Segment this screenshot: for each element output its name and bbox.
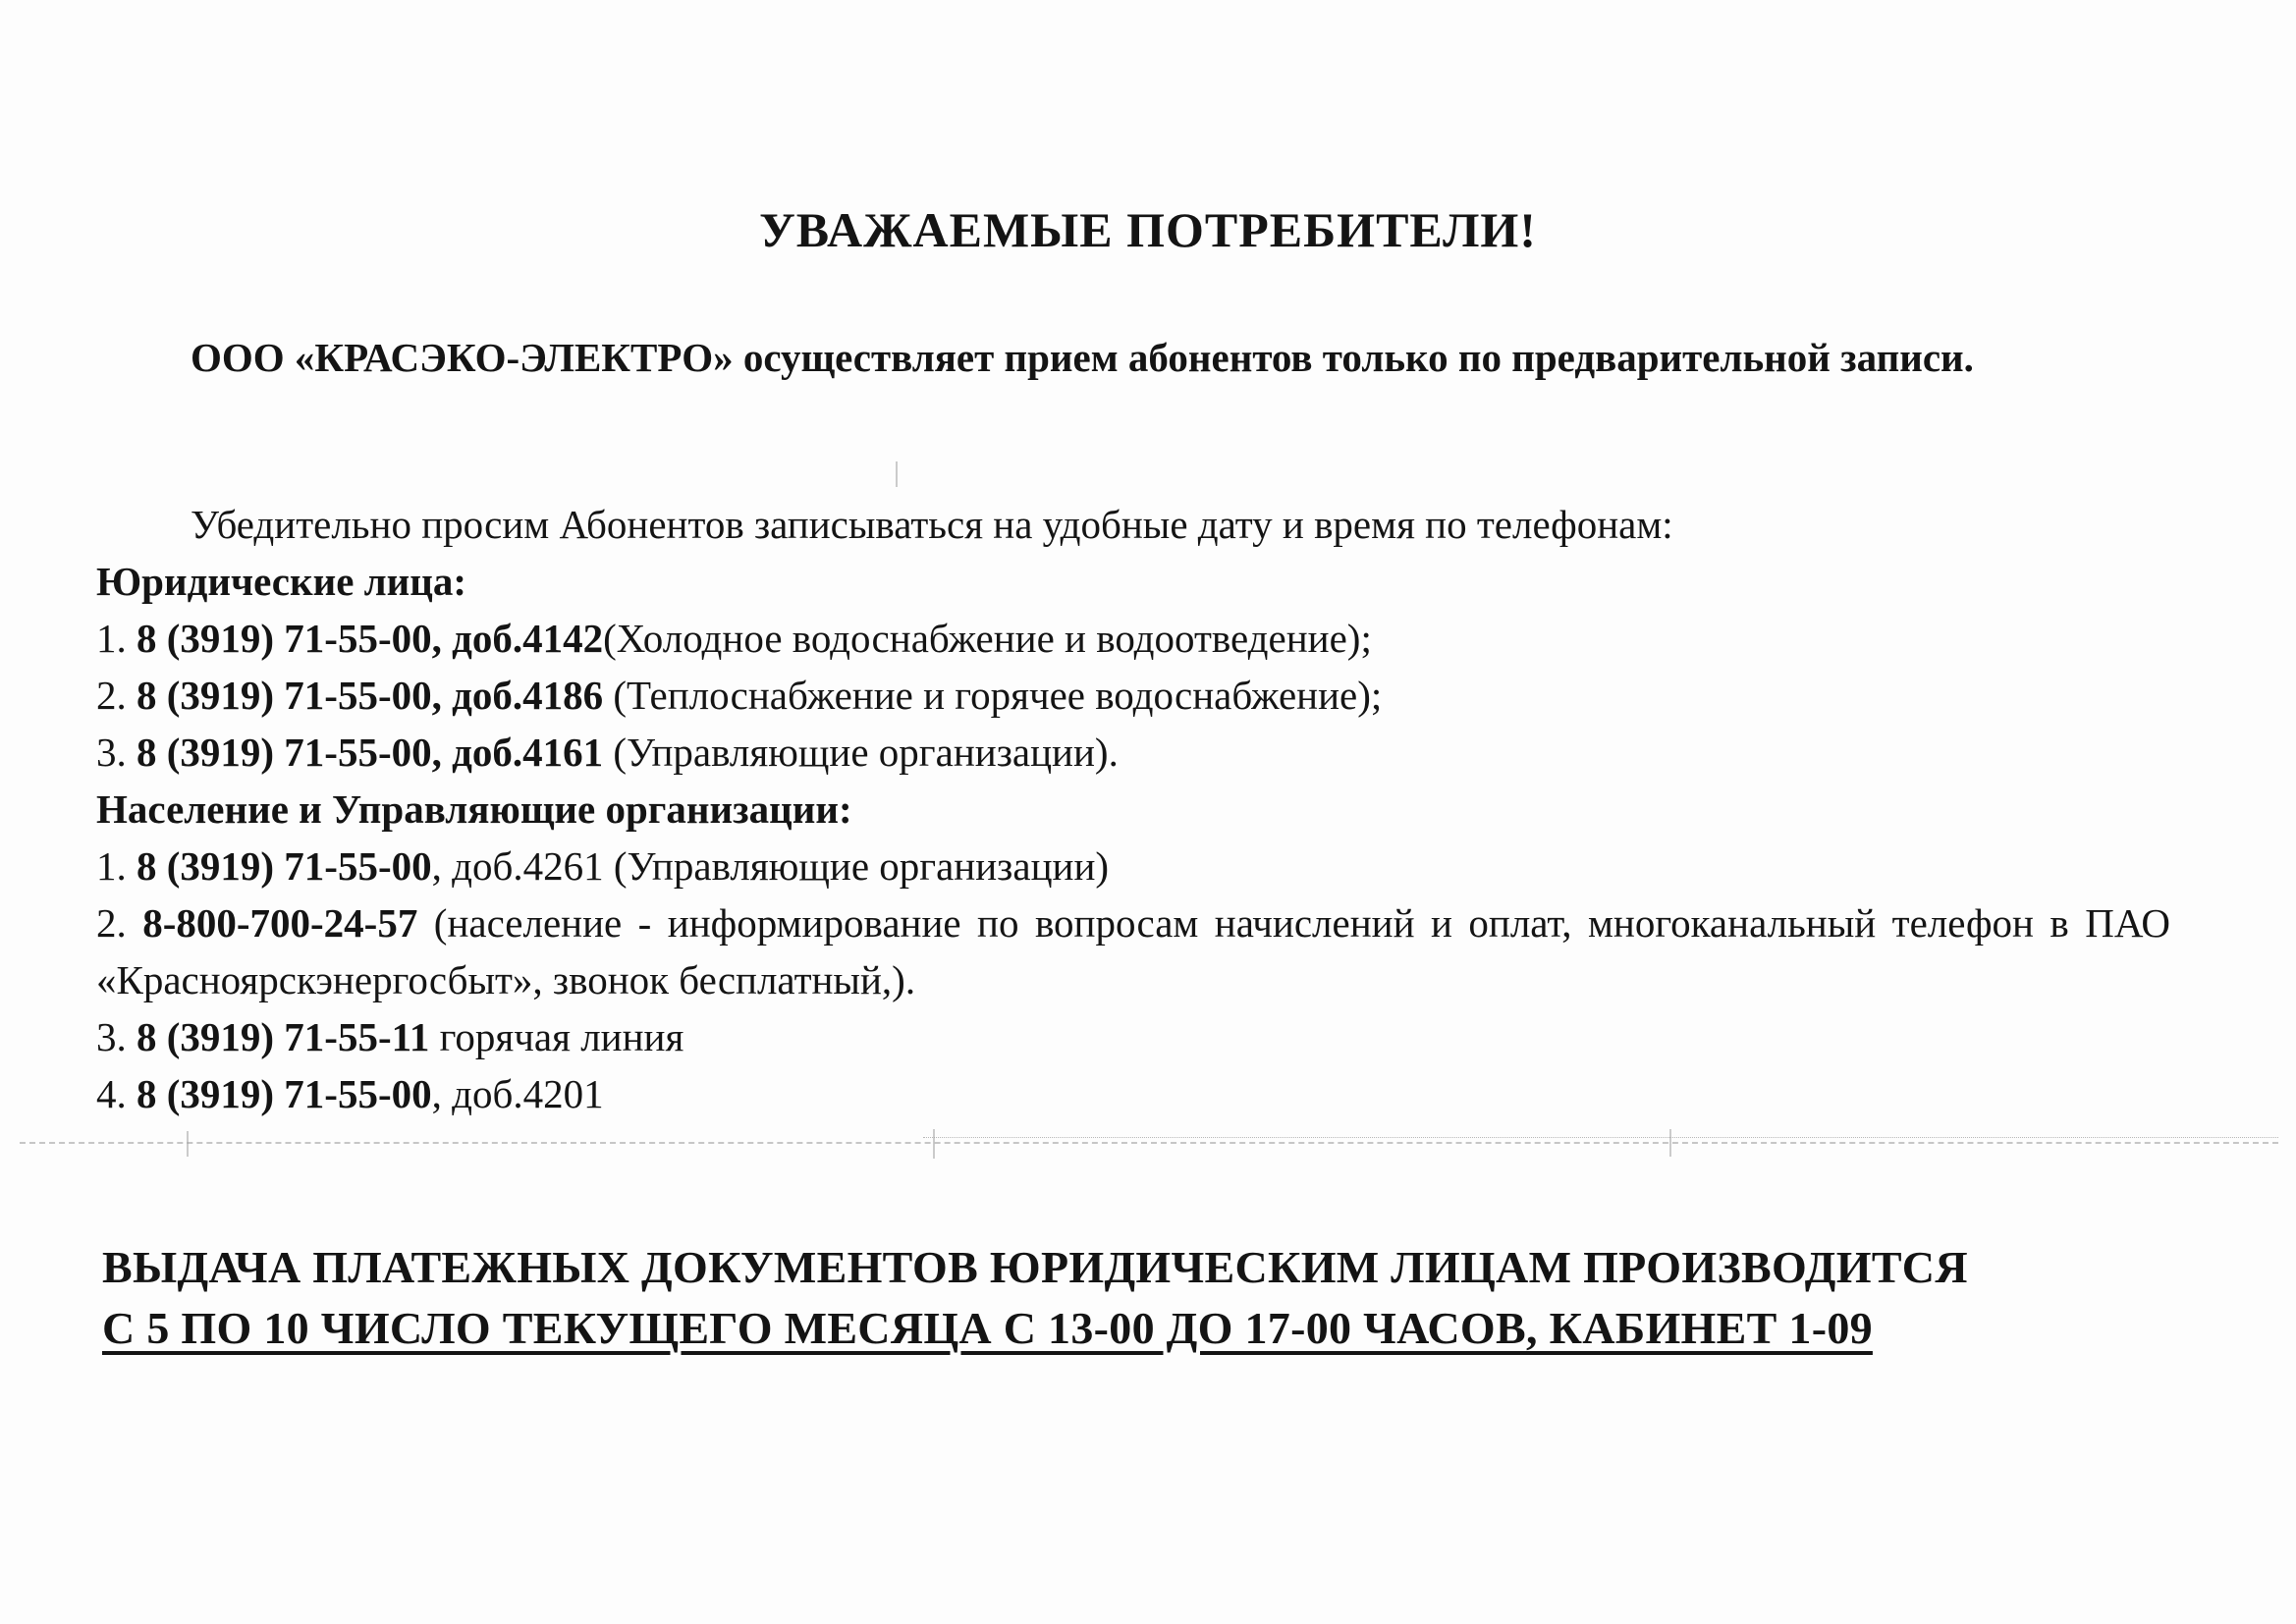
notice-line-1: ВЫДАЧА ПЛАТЕЖНЫХ ДОКУМЕНТОВ ЮРИДИЧЕСКИМ ЛИЦАМ ПРОИЗВОДИТСЯ	[102, 1242, 1968, 1292]
item-number: 2.	[96, 673, 137, 718]
item-description: (Управляющие организации).	[603, 730, 1119, 775]
population-contact-item	[96, 1008, 2170, 1065]
item-number: 2.	[96, 900, 143, 946]
cut-line-divider	[20, 1142, 2278, 1144]
population-contact-item	[96, 838, 2170, 894]
scan-mark	[1669, 1129, 1671, 1157]
item-number: 1.	[96, 843, 137, 889]
phone-number: 8 (3919) 71-55-00, доб.4142	[137, 616, 604, 661]
item-description: , доб.4201	[431, 1071, 604, 1116]
notice-line-2: С 5 ПО 10 ЧИСЛО ТЕКУЩЕГО МЕСЯЦА С 13-00 ДО 17-00 ЧАСОВ, КАБИНЕТ 1-09	[102, 1303, 1873, 1353]
cut-line-divider-secondary	[923, 1137, 2278, 1138]
population-heading: Население и Управляющие организации:	[96, 786, 852, 832]
legal-contact-item	[96, 667, 2170, 724]
item-number: 1.	[96, 616, 137, 661]
legal-entities-heading: Юридические лица:	[96, 559, 467, 604]
item-description: , доб.4261 (Управляющие организации)	[431, 843, 1110, 889]
phone-number: 8 (3919) 71-55-00	[137, 1071, 432, 1116]
legal-contact-item	[96, 724, 2170, 781]
item-description: (население - информирование по вопросам начислений и оплат, многоканальный телефон в ПАО «Красноярскэнергосбыт», звонок бесплатный,).	[96, 900, 2171, 1002]
request-paragraph: Убедительно просим Абонентов записываться на удобные дату и время по телефонам:	[191, 502, 1673, 547]
page-title: УВАЖАЕМЫЕ ПОТРЕБИТЕЛИ!	[759, 202, 1537, 257]
population-contact-item	[96, 894, 2170, 1008]
legal-contact-item	[96, 610, 2170, 667]
payment-documents-notice	[102, 1237, 2184, 1359]
item-number: 3.	[96, 1014, 137, 1059]
population-contact-item	[96, 1065, 2170, 1122]
contacts-section	[96, 553, 2170, 1122]
scan-mark	[933, 1129, 935, 1159]
phone-number: 8 (3919) 71-55-00, доб.4186	[137, 673, 604, 718]
phone-number: 8-800-700-24-57	[142, 900, 418, 946]
phone-number: 8 (3919) 71-55-00	[137, 843, 432, 889]
phone-number: 8 (3919) 71-55-00, доб.4161	[137, 730, 604, 775]
phone-number: 8 (3919) 71-55-11	[137, 1014, 430, 1059]
item-description: (Холодное водоснабжение и водоотведение);	[603, 616, 1372, 661]
intro-paragraph: ООО «КРАСЭКО-ЭЛЕКТРО» осуществляет прием абонентов только по предварительной записи.	[191, 335, 1974, 380]
scan-mark	[187, 1131, 189, 1157]
item-number: 3.	[96, 730, 137, 775]
item-number: 4.	[96, 1071, 137, 1116]
item-description: (Теплоснабжение и горячее водоснабжение);	[603, 673, 1383, 718]
item-description: горячая линия	[429, 1014, 684, 1059]
scan-mark	[896, 461, 898, 487]
